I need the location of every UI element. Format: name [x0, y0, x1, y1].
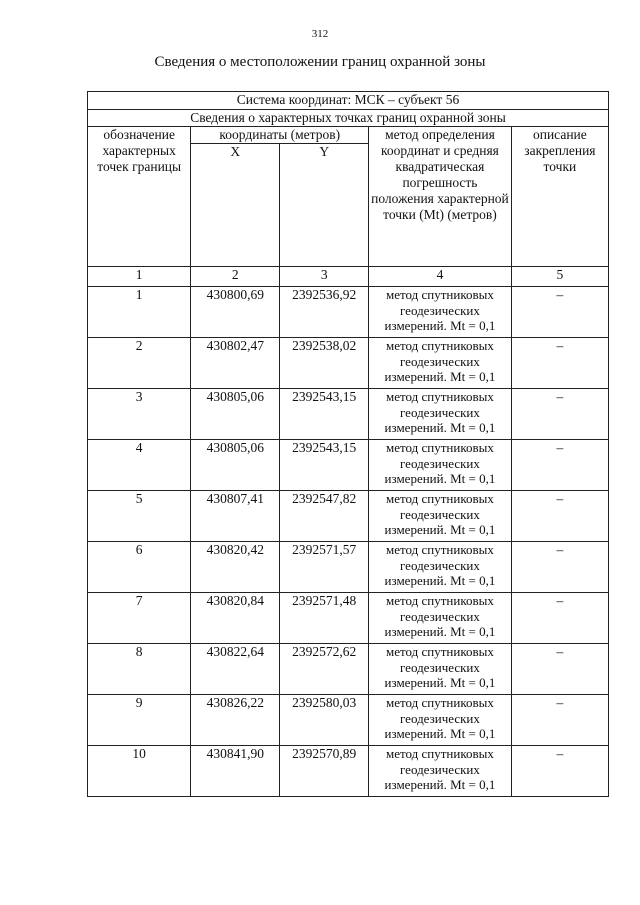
column-number: 5: [511, 267, 608, 287]
x-coordinate-cell: 430820,42: [191, 542, 280, 593]
fixing-cell: –: [511, 542, 608, 593]
method-cell: метод спутниковых геодезических измерений. Mt = 0,1: [369, 491, 512, 542]
x-coordinate-cell: 430841,90: [191, 746, 280, 797]
header-method: метод определения координат и средняя квадратическая погрешность положения характерной точки (Mt) (метров): [369, 127, 512, 267]
y-coordinate-cell: 2392572,62: [280, 644, 369, 695]
method-cell: метод спутниковых геодезических измерений. Mt = 0,1: [369, 593, 512, 644]
header-x: X: [191, 144, 280, 267]
column-number: 1: [88, 267, 191, 287]
column-number: 3: [280, 267, 369, 287]
method-cell: метод спутниковых геодезических измерений. Mt = 0,1: [369, 695, 512, 746]
method-cell: метод спутниковых геодезических измерений. Mt = 0,1: [369, 389, 512, 440]
method-cell: метод спутниковых геодезических измерений. Mt = 0,1: [369, 644, 512, 695]
fixing-cell: –: [511, 644, 608, 695]
section-heading: Сведения о характерных точках границ охранной зоны: [88, 110, 609, 127]
method-cell: метод спутниковых геодезических измерений. Mt = 0,1: [369, 287, 512, 338]
y-coordinate-cell: 2392571,48: [280, 593, 369, 644]
header-fixing: описание закрепления точки: [511, 127, 608, 267]
table-row: [88, 287, 609, 338]
column-number: 2: [191, 267, 280, 287]
table-row: [88, 389, 609, 440]
header-coordinates: координаты (метров): [191, 127, 369, 144]
point-number-cell: 7: [88, 593, 191, 644]
fixing-cell: –: [511, 287, 608, 338]
point-number-cell: 10: [88, 746, 191, 797]
y-coordinate-cell: 2392543,15: [280, 440, 369, 491]
y-coordinate-cell: 2392536,92: [280, 287, 369, 338]
method-cell: метод спутниковых геодезических измерений. Mt = 0,1: [369, 440, 512, 491]
column-number: 4: [369, 267, 512, 287]
fixing-cell: –: [511, 746, 608, 797]
y-coordinate-cell: 2392538,02: [280, 338, 369, 389]
fixing-cell: –: [511, 389, 608, 440]
fixing-cell: –: [511, 593, 608, 644]
y-coordinate-cell: 2392571,57: [280, 542, 369, 593]
method-cell: метод спутниковых геодезических измерений. Mt = 0,1: [369, 338, 512, 389]
x-coordinate-cell: 430800,69: [191, 287, 280, 338]
x-coordinate-cell: 430802,47: [191, 338, 280, 389]
x-coordinate-cell: 430820,84: [191, 593, 280, 644]
point-number-cell: 8: [88, 644, 191, 695]
x-coordinate-cell: 430805,06: [191, 440, 280, 491]
x-coordinate-cell: 430822,64: [191, 644, 280, 695]
fixing-cell: –: [511, 338, 608, 389]
table-row: [88, 695, 609, 746]
header-y: Y: [280, 144, 369, 267]
table-row: [88, 593, 609, 644]
table-row: [88, 491, 609, 542]
point-number-cell: 1: [88, 287, 191, 338]
table-row: [88, 542, 609, 593]
coordinate-system: Система координат: МСК – субъект 56: [88, 92, 609, 110]
fixing-cell: –: [511, 491, 608, 542]
point-number-cell: 2: [88, 338, 191, 389]
point-number-cell: 9: [88, 695, 191, 746]
fixing-cell: –: [511, 695, 608, 746]
y-coordinate-cell: 2392570,89: [280, 746, 369, 797]
table-row: [88, 440, 609, 491]
point-number-cell: 4: [88, 440, 191, 491]
point-number-cell: 5: [88, 491, 191, 542]
table-row: [88, 644, 609, 695]
point-number-cell: 6: [88, 542, 191, 593]
method-cell: метод спутниковых геодезических измерений. Mt = 0,1: [369, 746, 512, 797]
y-coordinate-cell: 2392547,82: [280, 491, 369, 542]
y-coordinate-cell: 2392543,15: [280, 389, 369, 440]
header-point: обозначение характерных точек границы: [88, 127, 191, 267]
table-row: [88, 338, 609, 389]
point-number-cell: 3: [88, 389, 191, 440]
method-cell: метод спутниковых геодезических измерений. Mt = 0,1: [369, 542, 512, 593]
table-row: [88, 746, 609, 797]
document-title: Сведения о местоположении границ охранной зоны: [154, 54, 486, 70]
x-coordinate-cell: 430826,22: [191, 695, 280, 746]
y-coordinate-cell: 2392580,03: [280, 695, 369, 746]
x-coordinate-cell: 430807,41: [191, 491, 280, 542]
column-numbers-row: [88, 267, 609, 287]
fixing-cell: –: [511, 440, 608, 491]
x-coordinate-cell: 430805,06: [191, 389, 280, 440]
page-number: 312: [311, 28, 329, 40]
coordinates-table: [87, 91, 609, 797]
